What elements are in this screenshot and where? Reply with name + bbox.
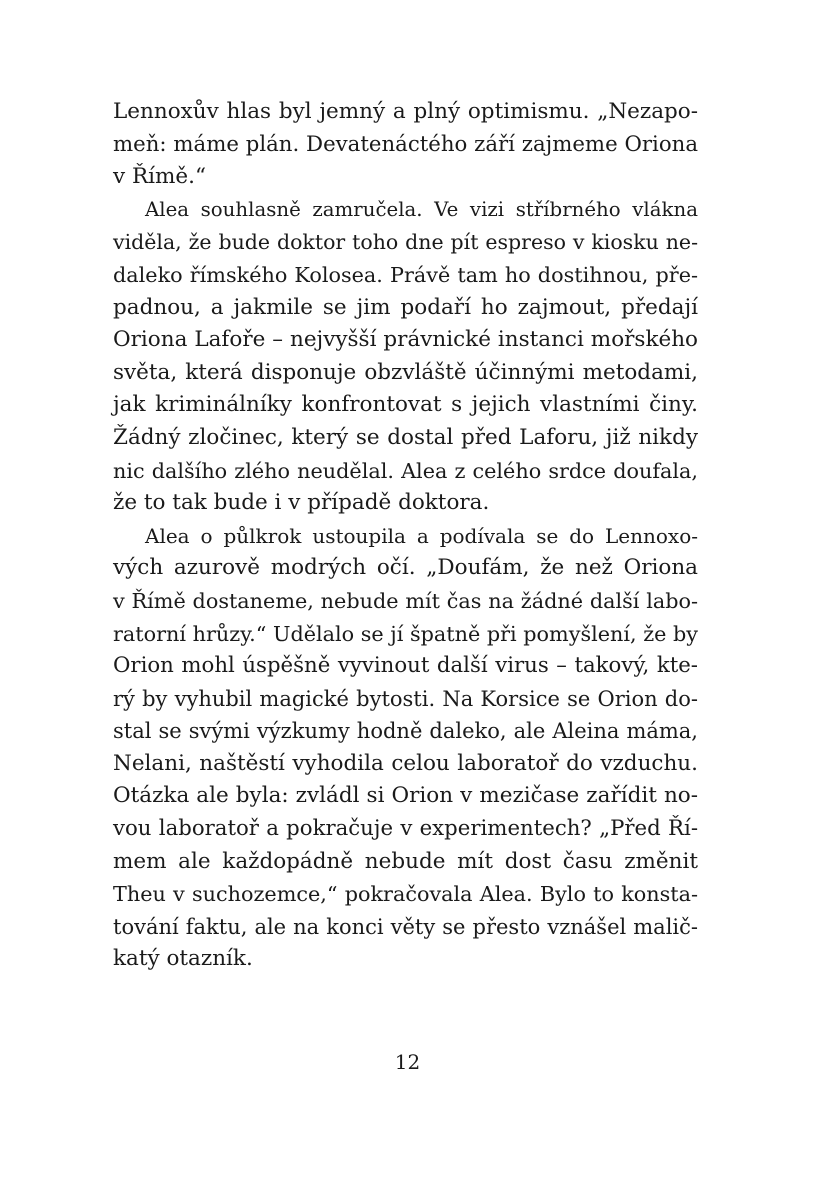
- text-line: stal se svými výzkumy hodně daleko, ale Aleina máma,: [113, 719, 698, 744]
- text-line: daleko římského Kolosea. Právě tam ho dostihnou, pře-: [113, 262, 698, 287]
- text-line: viděla, že bude doktor toho dne pít espreso v kiosku ne-: [113, 230, 698, 255]
- text-line: světa, která disponuje obzvláště účinnými metodami,: [113, 359, 698, 385]
- text-line: Lennoxův hlas byl jemný a plný optimismu. „Nezapo-: [113, 99, 698, 124]
- text-line: že to tak bude i v případě doktora.: [113, 490, 490, 516]
- text-line: Žádný zločinec, který se dostal před Laforu, již nikdy: [113, 424, 698, 450]
- text-line: v Římě dostaneme, nebude mít čas na žádné další labo-: [113, 588, 698, 613]
- text-line: katý otazník.: [113, 946, 253, 972]
- text-line: rý by vyhubil magické bytosti. Na Korsice se Orion do-: [113, 686, 698, 711]
- text-line: meň: máme plán. Devatenáctého září zajmeme Oriona: [113, 131, 698, 157]
- text-line: Alea o půlkrok ustoupila a podívala se do Lennoxo-: [145, 523, 698, 548]
- text-line: Nelani, naštěstí vyhodila celou laboratoř do vzduchu.: [113, 750, 698, 776]
- text-line: vých azurově modrých očí. „Doufám, že než Oriona: [113, 555, 698, 581]
- text-line: Oriona Lafoře – nejvyšší právnické instanci mořského: [113, 327, 698, 353]
- body-text: [113, 96, 698, 976]
- text-line: Orion mohl úspěšně vyvinout další virus – takový, kte-: [113, 653, 698, 679]
- text-line: Theu v suchozemce,“ pokračovala Alea. Bylo to konsta-: [113, 882, 698, 907]
- text-line: mem ale každopádně nebude mít dost času změnit: [113, 848, 698, 874]
- text-line: tování faktu, ale na konci věty se přesto vznášel malič-: [113, 914, 698, 939]
- text-line: padnou, a jakmile se jim podaří ho zajmout, předají: [113, 294, 698, 320]
- text-line: vou laboratoř a pokračuje v experimentech? „Před Ří-: [113, 816, 698, 842]
- page-number: 12: [394, 1050, 421, 1074]
- text-line: Otázka ale byla: zvládl si Orion v mezičase zařídit no-: [113, 783, 698, 809]
- text-line: ratorní hrůzy.“ Udělalo se jí špatně při pomyšlení, že by: [113, 621, 699, 646]
- text-line: jak kriminálníky konfrontovat s jejich vlastními činy.: [113, 392, 698, 418]
- text-line: v Římě.“: [113, 164, 206, 190]
- text-line: nic dalšího zlého neudělal. Alea z celého srdce doufala,: [113, 458, 698, 483]
- text-line: Alea souhlasně zamručela. Ve vizi stříbrného vlákna: [145, 197, 698, 221]
